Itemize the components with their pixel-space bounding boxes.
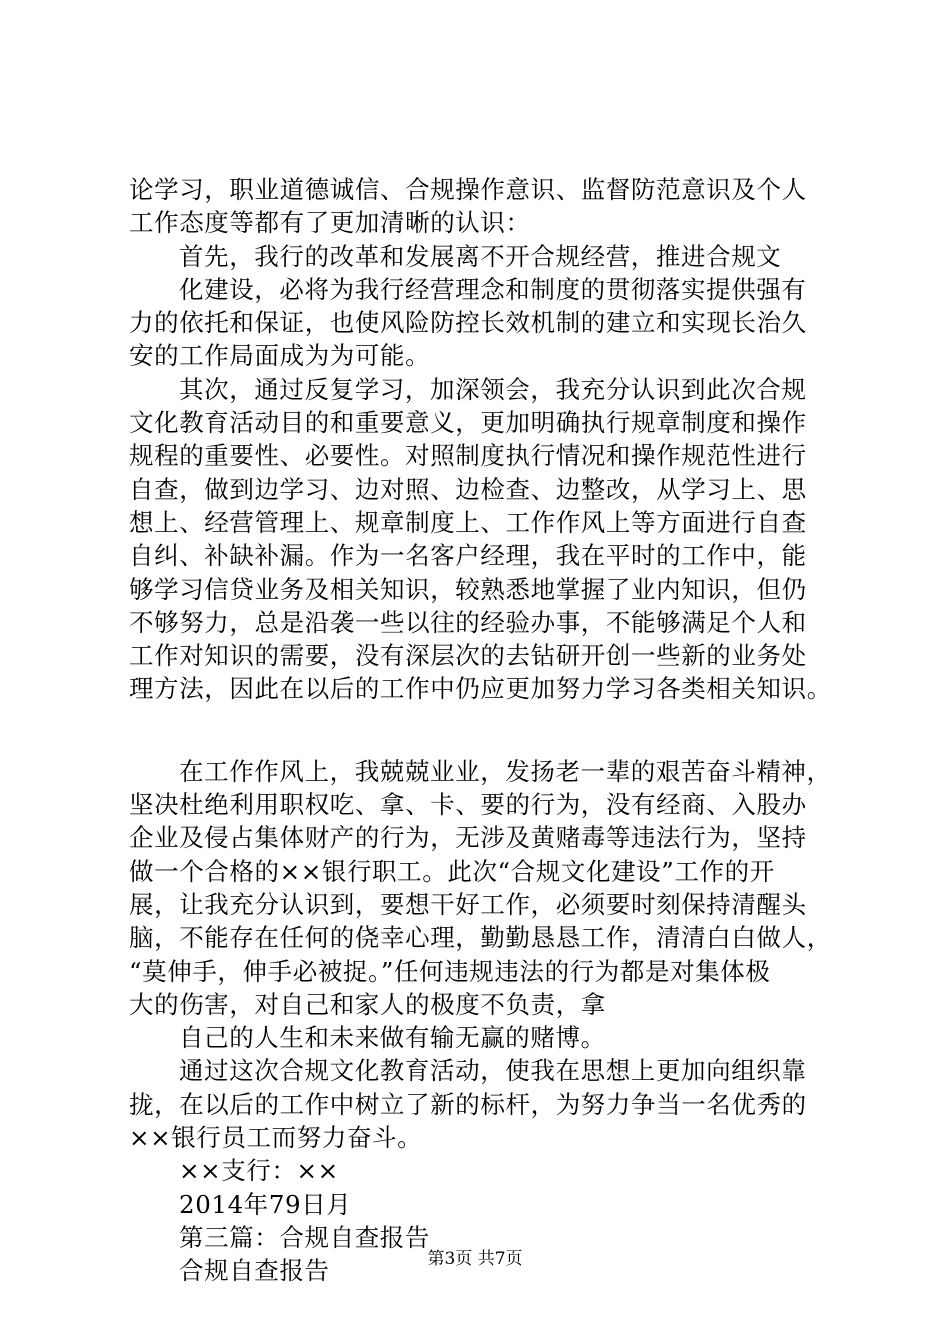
text-line: 理方法，因此在以后的工作中仍应更加努力学习各类相关知识。: [129, 674, 832, 704]
text-line: 化建设，必将为我行经营理念和制度的贯彻落实提供强有: [179, 274, 807, 304]
page-footer: 第3页 共7页: [427, 1249, 523, 1269]
text-line: 想上、经营管理上、规章制度上、工作作风上等方面进行自查: [129, 507, 807, 537]
text-line: 自纠、补缺补漏。作为一名客户经理，我在平时的工作中，能: [129, 541, 807, 571]
text-line: 拢，在以后的工作中树立了新的标杆，为努力争当一名优秀的: [129, 1089, 807, 1119]
text-line: 文化教育活动目的和重要意义，更加明确执行规章制度和操作: [129, 408, 807, 438]
text-line: ××银行员工而努力奋斗。: [129, 1123, 423, 1153]
text-line: 不够努力，总是沿袭一些以往的经验办事，不能够满足个人和: [129, 607, 807, 637]
text-line: 工作对知识的需要，没有深层次的去钻研开创一些新的业务处: [129, 641, 807, 671]
date-line: 2014年79日月: [179, 1189, 352, 1219]
section-title: 合规自查报告: [179, 1256, 330, 1286]
text-line: 坚决杜绝利用职权吃、拿、卡、要的行为，没有经商、入股办: [129, 790, 807, 820]
document-body: [0, 173, 950, 1288]
signature-line: ××支行：××: [179, 1156, 339, 1186]
section-heading: 第三篇：合规自查报告: [179, 1222, 430, 1252]
text-line: 做一个合格的××银行职工。此次“合规文化建设”工作的开: [129, 856, 775, 886]
text-line: 安的工作局面成为为可能。: [129, 341, 431, 371]
text-line: 在工作作风上，我兢兢业业，发扬老一辈的艰苦奋斗精神，: [179, 756, 832, 786]
text-line: 大的伤害，对自己和家人的极度不负责，拿: [129, 989, 606, 1019]
text-line: 工作态度等都有了更加清晰的认识：: [129, 208, 531, 238]
text-line: “莫伸手，伸手必被捉。”任何违规违法的行为都是对集体极: [129, 956, 771, 986]
text-line: 通过这次合规文化教育活动，使我在思想上更加向组织靠: [179, 1056, 807, 1086]
paragraph-gap: [0, 706, 950, 755]
text-line: 力的依托和保证，也使风险防控长效机制的建立和实现长治久: [129, 308, 807, 338]
text-line: 首先，我行的改革和发展离不开合规经营，推进合规文: [179, 241, 782, 271]
text-line: 规程的重要性、必要性。对照制度执行情况和操作规范性进行: [129, 441, 807, 471]
text-line: 展，让我充分认识到，要想干好工作，必须要时刻保持清醒头: [129, 889, 807, 919]
text-line: 脑，不能存在任何的侥幸心理，勤勤恳恳工作，清清白白做人，: [129, 923, 832, 953]
text-line: 自查，做到边学习、边对照、边检查、边整改，从学习上、思: [129, 474, 807, 504]
text-line: 企业及侵占集体财产的行为，无涉及黄赌毒等违法行为，坚持: [129, 823, 807, 853]
text-line: 够学习信贷业务及相关知识，较熟悉地掌握了业内知识，但仍: [129, 574, 807, 604]
text-line: 其次，通过反复学习，加深领会，我充分认识到此次合规: [179, 374, 807, 404]
text-line: 论学习，职业道德诚信、合规操作意识、监督防范意识及个人: [129, 175, 807, 204]
text-line: 自己的人生和未来做有输无赢的赌博。: [179, 1023, 606, 1053]
